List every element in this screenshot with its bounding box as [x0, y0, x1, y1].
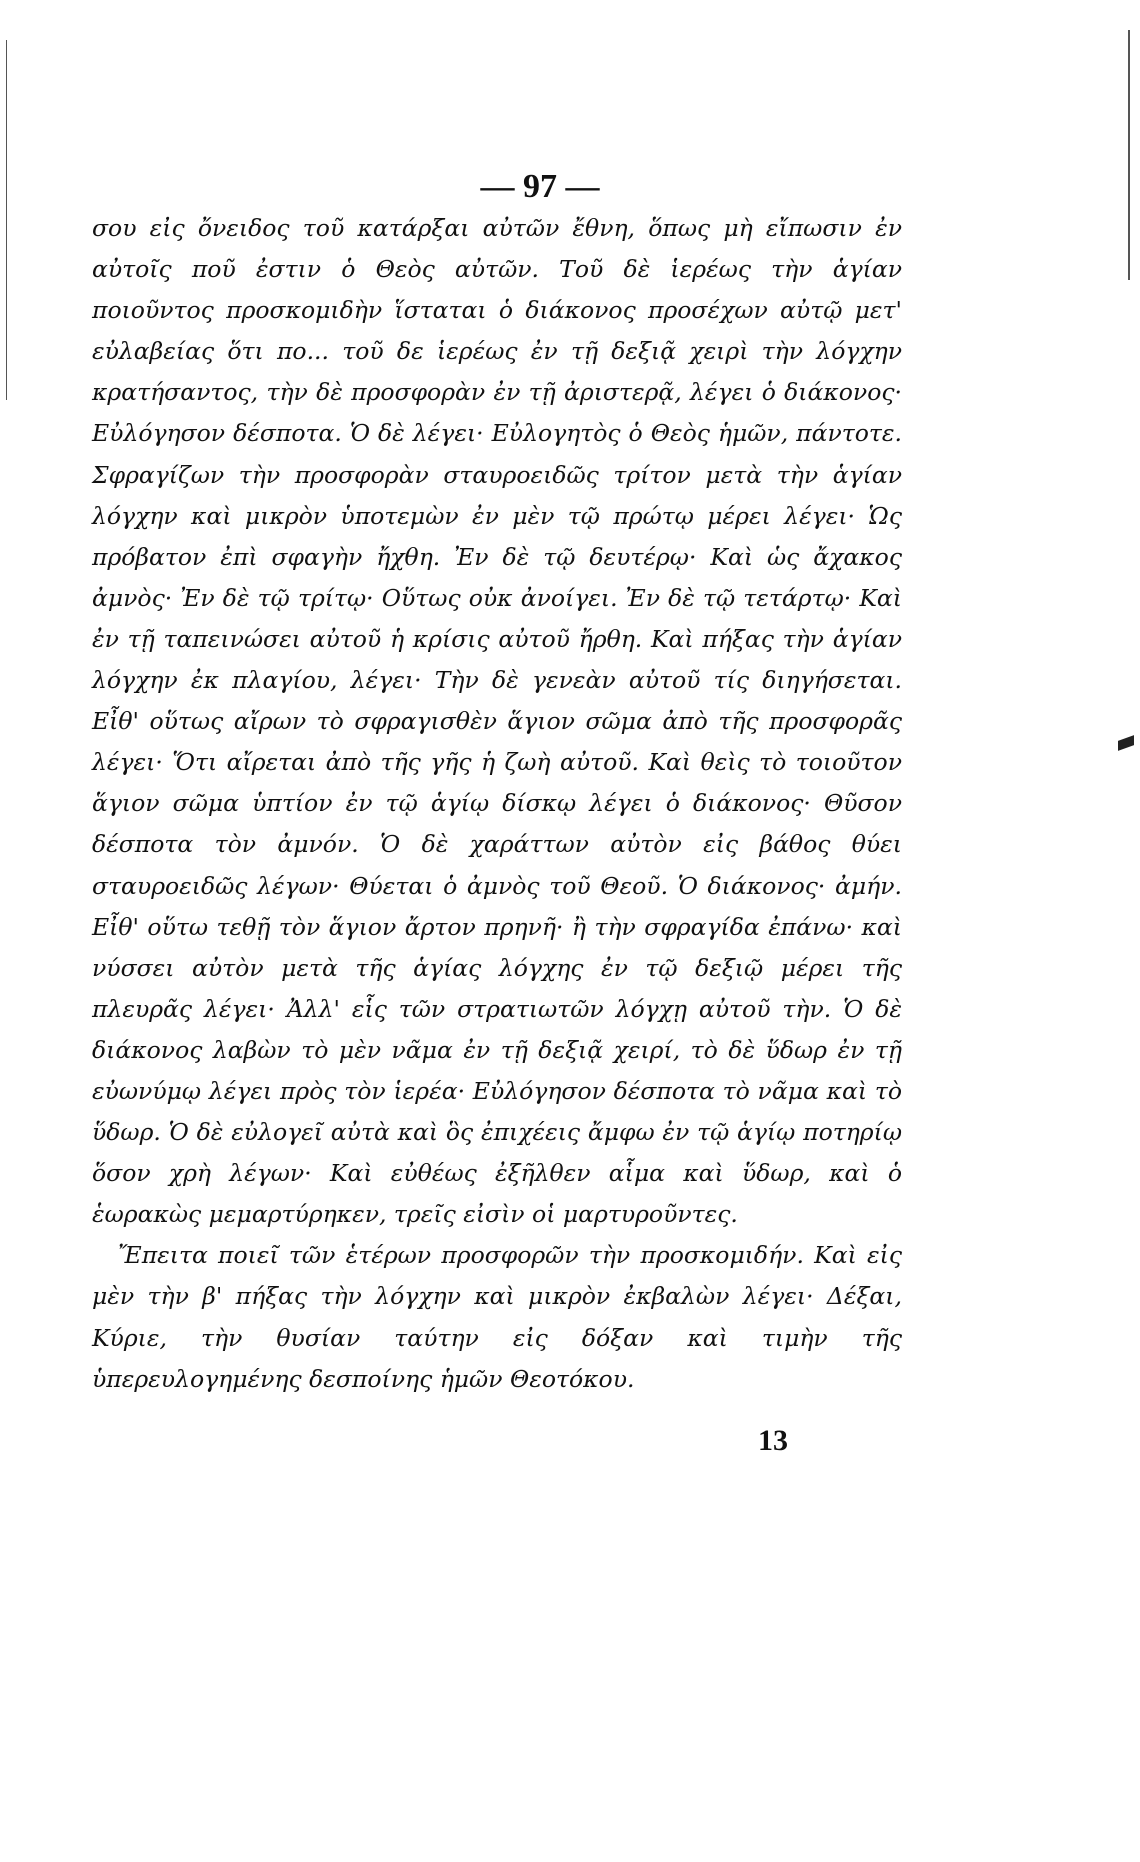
scan-edge-mark: [1118, 735, 1134, 751]
paragraph-1: σου εἰς ὄνειδος τοῦ κατάρξαι αὐτῶν ἔθνη, ὅπως μὴ εἴπωσιν ἐν αὐτοῖς ποῦ ἐστιν ὁ Θεὸς αὐτῶν. Τοῦ δὲ ἱερέως τὴν ἁγίαν ποιοῦντος προσκομιδὴν ἵσταται ὁ διάκονος προσέχων αὐτῷ μετ' εὐλαβείας ὅτι πο... τοῦ δε ἱερέως ἐν τῇ δεξιᾷ χειρὶ τὴν λόγχην κρατήσαντος, τὴν δὲ προσφορὰν ἐν τῇ ἀριστερᾷ, λέγει ὁ διάκονος· Εὐλόγησον δέσποτα. Ὁ δὲ λέγει· Εὐλογητὸς ὁ Θεὸς ἡμῶν, πάντοτε. Σφραγίζων τὴν προσφορὰν σταυροειδῶς τρίτον μετὰ τὴν ἁγίαν λόγχην καὶ μικρὸν ὑποτεμὼν ἐν μὲν τῷ πρώτῳ μέρει λέγει· Ὡς πρόβατον ἐπὶ σφαγὴν ἤχθη. Ἐν δὲ τῷ δευτέρῳ· Καὶ ὡς ἄχακος ἀμνὸς· Ἐν δὲ τῷ τρίτῳ· Οὕτως οὐκ ἀνοίγει. Ἐν δὲ τῷ τετάρτῳ· Καὶ ἐν τῇ ταπεινώσει αὐτοῦ ἡ κρίσις αὐτοῦ ἤρθη. Καὶ πήξας τὴν ἁγίαν λόγχην ἐκ πλαγίου, λέγει· Τὴν δὲ γενεὰν αὐτοῦ τίς διηγήσεται. Εἶθ' οὕτως αἴρων τὸ σφραγισθὲν ἅγιον σῶμα ἀπὸ τῆς προσφορᾶς λέγει· Ὅτι αἴρεται ἀπὸ τῆς γῆς ἡ ζωὴ αὐτοῦ. Καὶ θεὶς τὸ τοιοῦτον ἅγιον σῶμα ὑπτίον ἐν τῷ ἁγίῳ δίσκῳ λέγει ὁ διάκονος· Θῦσον δέσποτα τὸν ἀμνόν. Ὁ δὲ χαράττων αὐτὸν εἰς βάθος θύει σταυροειδῶς λέγων· Θύεται ὁ ἀμνὸς τοῦ Θεοῦ. Ὁ διάκονος· ἀμήν. Εἶθ' οὕτω τεθῇ τὸν ἅγιον ἄρτον πρηνῆ· ἢ τὴν σφραγίδα ἐπάνω· καὶ νύσσει αὐτὸν μετὰ τῆς ἁγίας λόγχης ἐν τῷ δεξιῷ μέρει τῆς πλευρᾶς λέγει· Ἀλλ' εἷς τῶν στρατιωτῶν λόγχῃ αὐτοῦ τὴν. Ὁ δὲ διάκονος λαβὼν τὸ μὲν νᾶμα ἐν τῇ δεξιᾷ χειρί, τὸ δὲ ὕδωρ ἐν τῇ εὐωνύμῳ λέγει πρὸς τὸν ἱερέα· Εὐλόγησον δέσποτα τὸ νᾶμα καὶ τὸ ὕδωρ. Ὁ δὲ εὐλογεῖ αὐτὰ καὶ ὃς ἐπιχέεις ἄμφω ἐν τῷ ἁγίῳ ποτηρίῳ ὅσον χρὴ λέγων· Καὶ εὐθέως ἐξῆλθεν αἷμα καὶ ὕδωρ, καὶ ὁ ἑωρακὼς μεμαρτύρηκεν, τρεῖς εἰσὶν οἱ μαρτυροῦντες.: [92, 214, 902, 1229]
scan-edge-line-right: [1128, 30, 1130, 280]
scan-edge-line-left: [6, 40, 7, 400]
signature-mark: 13: [758, 1424, 788, 1457]
page-body: [92, 208, 902, 1400]
page-number: — 97 —: [480, 168, 600, 205]
paragraph-2: Ἔπειτα ποιεῖ τῶν ἑτέρων προσφορῶν τὴν προσκομιδήν. Καὶ εἰς μὲν τὴν β' πήξας τὴν λόγχην καὶ μικρὸν ἐκβαλὼν λέγει· Δέξαι, Κύριε, τὴν θυσίαν ταύτην εἰς δόξαν καὶ τιμὴν τῆς ὑπερευλογημένης δεσποίνης ἡμῶν Θεοτόκου.: [92, 1241, 902, 1393]
